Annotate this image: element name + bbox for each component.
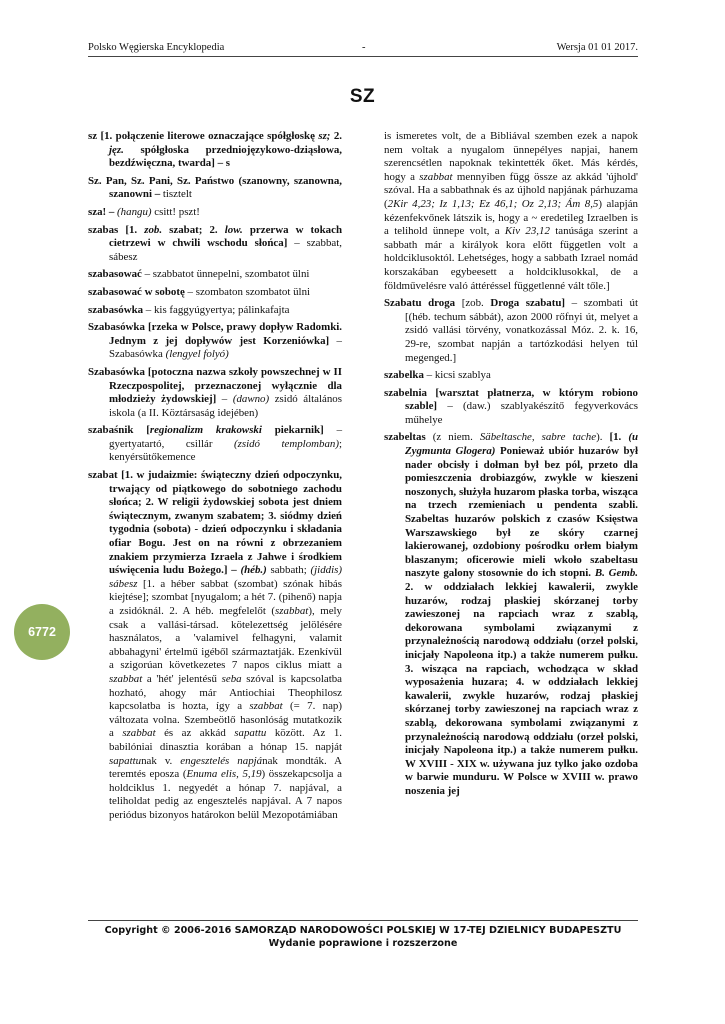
dictionary-entry: szabas [1. zob. szabat; 2. low. przerwa w tokach cietrzewi w chwili wschodu słońca] – szabbat, sábesz (88, 223, 343, 263)
dictionary-entry: szabelnia [warsztat płatnerza, w którym robiono szable] – (daw.) szablyakészítő fegyverkovács műhelye (384, 386, 638, 426)
footer-copyright: Copyright © 2006-2016 SAMORZĄD NARODOWOŚCI POLSKIEJ W 17-TEJ DZIELNICY BUDAPESZTU (104, 925, 622, 936)
page-footer (88, 925, 638, 950)
dictionary-entry: Sz. Pan, Sz. Pani, Sz. Państwo (szanowny, szanowna, szanowni – tisztelt (88, 174, 342, 201)
dictionary-entry: Szabasówka [potoczna nazwa szkoły powszechnej w II Rzeczpospolitej, przeznaczonej wyłącznie dla młodzieży żydowskiej] – (dawno) zsidó általános iskola (a II. Köztársaság idejében) (88, 365, 342, 419)
dictionary-entry: szabat [1. w judaizmie: świąteczny dzień odpoczynku, trwający od piątkowego do sobotniego zachodu słońca; 2. W religii żydowskiej sobota jest dniem świątecznym, zwanym szabatem; 3. siódmy dzień tygodnia (sobota) - dzień odpoczynku i składania ofiar Bogu. Jest on na równi z obrzezaniem znakiem przymierza Izraela z Jahwe i środkiem uświęcenia ludu Bożego.] – (héb.) sabbath; (jiddis) sábesz [1. a héber sabbat (szombat) szónak hibás kiejtése]; szombat [nyugalom; a hét 7. (pihenő) napja a zsidóknál. 2. A héb. megfelelőt (szabbat), mely csak a vallási-társad. kötelezettség jelölésére használatos, a 'valamivel felhagyni, valamit abbahagyni' értelmű igéből származtatják. Ezenkívül a szigorúan következetes 7 napos ciklus miatt a szabbat a 'hét' jelentésű seba szóval is kapcsolatba hozható, ahogy már Antiochiai Theophilosz kapcsolatba is hozta, így a szabbat (= 7. nap) változata volna. Szembeötlő hasonlóság mutatkozik a szabbat és az akkád sapattu között. Az 1. babilóniai dinasztia korában a hónap 15. napját sapattunak v. engesztelés napjának mondták. A teremtés eposza (Enuma elis, 5,19) összekapcsolja a holdciklus 1. negyedét a hónap 7. napjával, a teliholdat pedig az engesztelés napjával. A 7 napos periódus bizonyos határokon belül Mezopotámiában (88, 469, 342, 821)
page-header (88, 42, 638, 56)
dictionary-entry: szabelka – kicsi szablya (384, 369, 491, 382)
dictionary-entry: Szabasówka [rzeka w Polsce, prawy dopływ Radomki. Jednym z jej dopływów jest Korzeniówka] – Szabasówka (lengyel folyó) (88, 321, 342, 361)
header-version: Wersja 01 01 2017. (556, 42, 638, 53)
dictionary-entry: sza! – (hangu) csitt! pszt! (88, 205, 200, 218)
dictionary-entry: szabasować w sobotę – szombaton szombatot ülni (88, 285, 311, 298)
header-rule (88, 56, 638, 57)
section-title: SZ (349, 86, 376, 107)
dictionary-entry: Szabatu droga [zob. Droga szabatu] – szombati út [(héb. techum sábbát), azon 2000 rőfnyi út, melyet a zsidó vallási törvény, vonatkozással Móz. 2. k. 16, 29-re, szombat napján a tartózkodási helyen túl megenged.] (384, 297, 638, 364)
right-column (384, 130, 638, 803)
dictionary-entry: szabeltas (z niem. Säbeltasche, sabre tache). [1. (u Zygmunta Glogera) Ponieważ ubiór huzarów był nader obcisły i dołman był bez pól, przeto dla pomieszczenia drobiazgów, zwykle w kieszeni noszonych, służyła huzarom płaska torba, wisząca na trzech rzemieniach u pendenta szabli. Szabeltas huzarów polskich z czasów Księstwa Warszawskiego był ze skóry czarnej lakierowanej, ozdobiony pośrodku orłem białym blaszanym; oficerowie mieli wkoło szabeltasu naszyte galony stosownie do ich stopni. B. Gemb. 2. w oddziałach lekkiej kawalerii, zwykle huzarów, rodzaj płaskiej skórzanej torby zawieszonej na rapciach wraz z szablą, dekorowana symbolami związanymi z przynależnością narodową oddziału (orzeł polski, inicjały Napoleona itp.) a także numerem pułku. 3. wisząca na rapciach, wchodząca w skład wyposażenia huzara; 4. w oddziałach lekkiej kawalerii, zwykle huzarów, rodzaj płaskiej skórzanej torby zawieszonej na rapciach wraz z szablą, dekorowana symbolami związanymi z przynależnością narodową oddziału (orzeł polski, inicjały Napoleona itp.) a także numerem pułku. W XVIII - XIX w. używana juz tylko jako ozdoba w barwie munduru. W Polsce w XVIII w. prawo noszenia jej (384, 431, 639, 797)
page-number-badge: 6772 (14, 604, 70, 660)
dictionary-entry: szabaśnik [regionalizm krakowski piekarnik] – gyertyatartó, csillár (zsidó templomban); kenyérsütőkemence (88, 424, 343, 464)
dictionary-entry: sz [1. połączenie literowe oznaczające spółgłoskę sz; 2. jęz. spółgłoska przedniojęzykowo-dziąsłowa, bezdźwięczna, twarda] – s (88, 130, 342, 170)
dictionary-entry: is ismeretes volt, de a Bibliával szemben ezek a napok nem voltak a nyugalom ünnepélyes napjai, hanem szerencsétlen napoknak tekintették őket. Más kérdés, hogy a szabbat mennyiben függ össze az akkád 'újhold' szóval. Ha a sabbathnak és az újhold napjának párhuzama (2Kir 4,23; Iz 1,13; Ez 46,1; Oz 2,13; Ám 8,5) alapján kézenfekvőnek látszik is, hogy a ~ eredetileg Izraelben is a telihold ünnepe volt, a Kiv 23,12 tanúsága szerint a sabbath már a királyok kora előtt független volt a holdciklusoktól. Lehetséges, hogy a sabbath Izrael nomád korszakában egybeesett a holdciklusokkal, de a földművelésre való áttéréssel függetlenné vált tőle.] (384, 130, 638, 292)
dictionary-entry: szabasować – szabbatot ünnepelni, szombatot ülni (88, 268, 310, 281)
dictionary-entry: szabasówka – kis faggyúgyertya; pálinkafajta (88, 303, 290, 316)
footer-rule (88, 920, 638, 921)
left-column (88, 130, 342, 827)
header-publication-title: Polsko Węgierska Encyklopedia (88, 42, 225, 53)
header-separator: - (362, 42, 366, 53)
footer-edition: Wydanie poprawione i rozszerzone (268, 937, 458, 949)
